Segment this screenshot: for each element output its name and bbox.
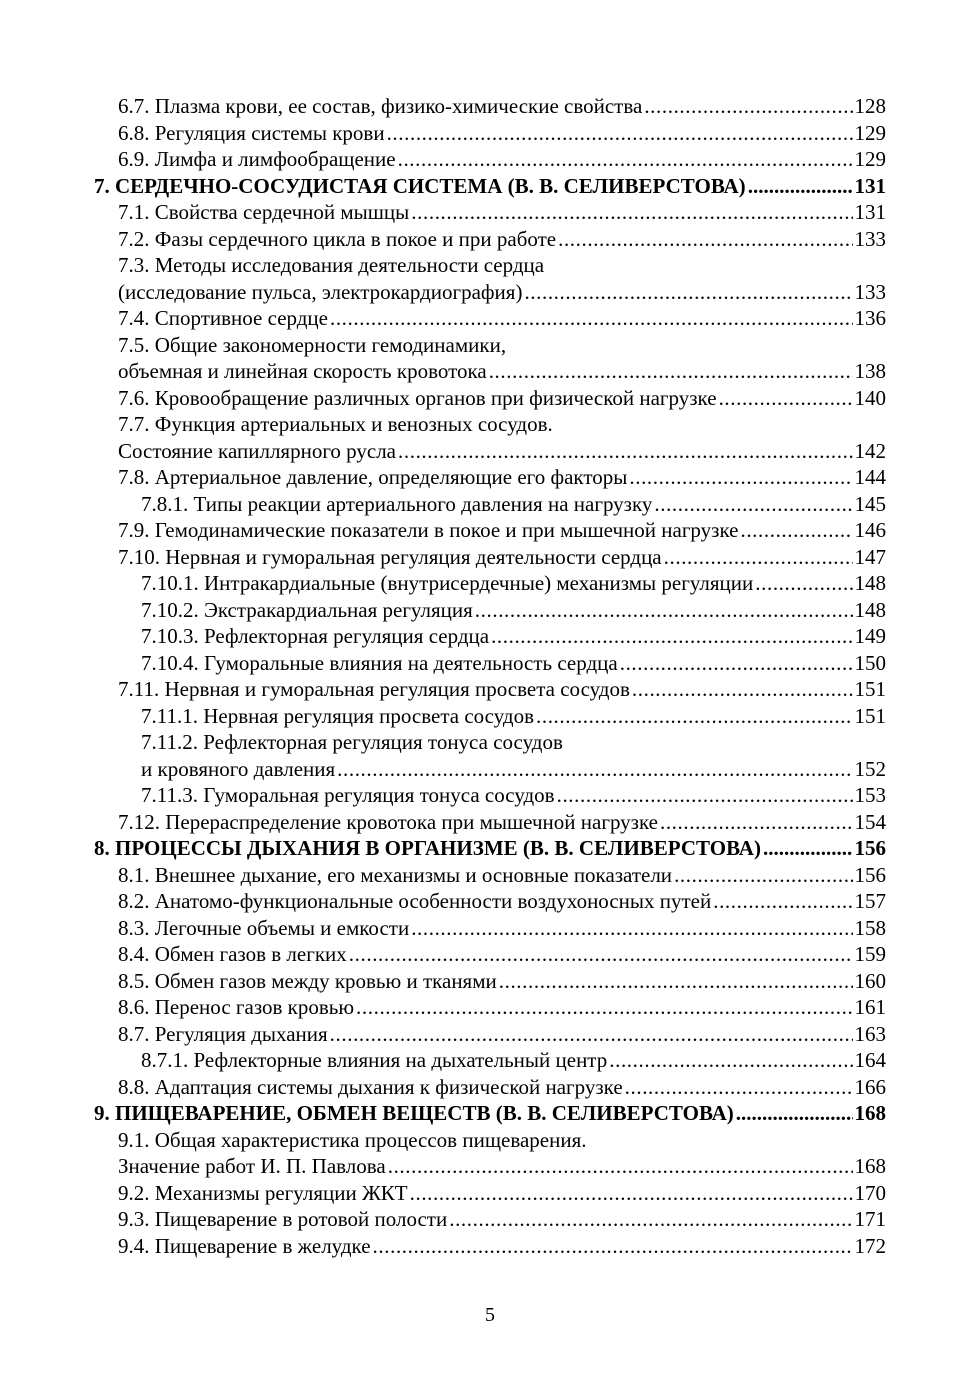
toc-dot-leader (755, 570, 852, 597)
toc-chapter-entry (94, 835, 886, 862)
toc-dot-leader (398, 438, 852, 465)
toc-page-number: 168 (854, 1101, 886, 1125)
toc-entry (94, 729, 886, 756)
toc-entry-title: 7.10.1. Интракардиальные (внутрисердечные) механизмы регуляции (141, 571, 754, 595)
toc-entry (94, 1047, 886, 1074)
toc-entry (94, 226, 886, 253)
toc-dot-leader (629, 464, 852, 491)
toc-entry-title: 6.8. Регуляция системы крови (118, 120, 385, 145)
toc-entry-title: 7.1. Свойства сердечной мышцы (118, 200, 410, 224)
toc-dot-leader (609, 1047, 852, 1074)
toc-page-number: 171 (854, 1207, 886, 1231)
toc-dot-leader (373, 1233, 853, 1260)
toc-entry-title: 8.5. Обмен газов между кровью и тканями (118, 968, 497, 993)
toc-entry-title: 8.4. Обмен газов в легких (118, 942, 347, 966)
toc-dot-leader (719, 385, 853, 412)
toc-entry (94, 782, 886, 809)
toc-page-number: 144 (854, 465, 886, 489)
toc-dot-leader (411, 915, 852, 942)
toc-entry-title: 7.6. Кровообращение различных органов при физической нагрузке (118, 385, 717, 410)
toc-dot-leader (664, 544, 853, 571)
toc-entry-title: 7.8.1. Типы реакции артериального давления на нагрузку (141, 491, 653, 516)
toc-page-number: 148 (854, 571, 886, 595)
toc-entry-title: (исследование пульса, электрокардиография) (118, 279, 523, 304)
toc-dot-leader (356, 994, 852, 1021)
toc-dot-leader (330, 305, 853, 332)
toc-dot-leader (491, 623, 852, 650)
toc-page-number: 152 (854, 756, 886, 781)
toc-entry (94, 1127, 886, 1154)
toc-dot-leader (557, 782, 853, 809)
toc-page-number: 146 (854, 518, 886, 542)
toc-entry (94, 1021, 886, 1048)
toc-entry (94, 411, 886, 438)
toc-page-number: 170 (854, 1180, 886, 1205)
toc-entry-title: 7.9. Гемодинамические показатели в покое и при мышечной нагрузке (118, 518, 739, 542)
toc-page-number: 131 (854, 173, 886, 198)
toc-dot-leader (398, 146, 853, 173)
toc-page-number: 150 (854, 650, 886, 675)
toc-page-number: 159 (854, 942, 886, 966)
toc-entry (94, 597, 886, 624)
toc-dot-leader (388, 1153, 853, 1180)
toc-dot-leader (644, 93, 852, 120)
toc-entry-title: 8.7. Регуляция дыхания (118, 1021, 328, 1046)
toc-entry (94, 1206, 886, 1233)
toc-entry (94, 544, 886, 571)
toc-dot-leader (337, 756, 852, 783)
table-of-contents (94, 93, 886, 1259)
toc-entry-title: 7.3. Методы исследования деятельности сердца (118, 253, 545, 277)
toc-entry (94, 199, 886, 226)
toc-entry-title: 8.7.1. Рефлекторные влияния на дыхательный центр (141, 1048, 608, 1072)
toc-dot-leader (489, 358, 853, 385)
toc-dot-leader (740, 517, 852, 544)
toc-entry-title: 7.10.4. Гуморальные влияния на деятельность сердца (141, 650, 618, 675)
toc-dot-leader (654, 491, 852, 518)
toc-entry-title: 7.8. Артериальное давление, определяющие его факторы (118, 465, 628, 489)
toc-entry (94, 809, 886, 836)
toc-page-number: 154 (854, 809, 886, 834)
toc-entry-title: 6.9. Лимфа и лимфообращение (118, 147, 396, 171)
toc-entry (94, 650, 886, 677)
toc-entry (94, 517, 886, 544)
toc-entry (94, 941, 886, 968)
toc-dot-leader (499, 968, 853, 995)
toc-dot-leader (524, 279, 852, 306)
toc-chapter-entry (94, 1100, 886, 1127)
toc-entry-title: 7. СЕРДЕЧНО-СОСУДИСТАЯ СИСТЕМА (В. В. СЕЛИВЕРСТОВА) (94, 173, 746, 198)
toc-entry-title: 7.10.2. Экстракардиальная регуляция (141, 597, 473, 622)
toc-dot-leader (387, 120, 853, 147)
toc-entry (94, 968, 886, 995)
toc-entry (94, 623, 886, 650)
toc-entry (94, 279, 886, 306)
toc-page-number: 149 (854, 624, 886, 648)
toc-entry-title: 7.11.1. Нервная регуляция просвета сосудов (141, 703, 534, 728)
toc-entry (94, 756, 886, 783)
toc-dot-leader (536, 703, 853, 730)
toc-dot-leader (410, 1180, 853, 1207)
toc-entry-title: 9.3. Пищеварение в ротовой полости (118, 1207, 448, 1231)
toc-entry-title: 7.5. Общие закономерности гемодинамики, (118, 332, 507, 357)
toc-dot-leader (736, 1100, 853, 1127)
toc-entry-title: 7.11.2. Рефлекторная регуляция тонуса сосудов (141, 730, 563, 754)
toc-entry (94, 438, 886, 465)
toc-dot-leader (625, 1074, 853, 1101)
toc-entry-title: 8. ПРОЦЕССЫ ДЫХАНИЯ В ОРГАНИЗМЕ (В. В. СЕЛИВЕРСТОВА) (94, 836, 761, 860)
toc-page-number: 140 (854, 385, 886, 410)
toc-page-number: 148 (854, 597, 886, 622)
toc-page-number: 156 (854, 836, 886, 860)
toc-entry-title: 7.10.3. Рефлекторная регуляция сердца (141, 624, 490, 648)
toc-entry-title: 9.4. Пищеварение в желудке (118, 1233, 371, 1258)
toc-page-number: 136 (854, 306, 886, 330)
toc-dot-leader (763, 835, 853, 862)
toc-entry-title: 8.1. Внешнее дыхание, его механизмы и основные показатели (118, 862, 673, 887)
toc-entry-title: 7.11.3. Гуморальная регуляция тонуса сосудов (141, 783, 555, 807)
toc-page-number: 168 (854, 1154, 886, 1178)
toc-page-number: 158 (854, 915, 886, 940)
toc-page-number: 142 (854, 438, 886, 463)
toc-dot-leader (713, 888, 852, 915)
toc-entry (94, 120, 886, 147)
toc-entry (94, 491, 886, 518)
toc-entry-title: 7.7. Функция артериальных и венозных сосудов. (118, 412, 553, 436)
toc-entry (94, 1153, 886, 1180)
toc-entry-title: 6.7. Плазма крови, ее состав, физико-химические свойства (118, 94, 643, 118)
toc-entry (94, 93, 886, 120)
toc-page-number: 128 (854, 94, 886, 118)
toc-entry (94, 305, 886, 332)
toc-entry-title: 7.11. Нервная и гуморальная регуляция просвета сосудов (118, 677, 630, 701)
toc-entry-title: 9. ПИЩЕВАРЕНИЕ, ОБМЕН ВЕЩЕСТВ (В. В. СЕЛИВЕРСТОВА) (94, 1101, 734, 1125)
toc-entry-title: 8.8. Адаптация системы дыхания к физической нагрузке (118, 1074, 623, 1099)
toc-dot-leader (620, 650, 853, 677)
toc-page-number: 131 (854, 200, 886, 224)
toc-entry (94, 703, 886, 730)
toc-page-number: 138 (854, 359, 886, 383)
toc-page-number: 151 (854, 703, 886, 728)
toc-entry-title: 8.3. Легочные объемы и емкости (118, 915, 410, 940)
toc-entry (94, 252, 886, 279)
toc-entry (94, 862, 886, 889)
toc-page-number: 129 (854, 147, 886, 171)
toc-dot-leader (449, 1206, 852, 1233)
toc-dot-leader (411, 199, 852, 226)
toc-entry-title: и кровяного давления (141, 756, 336, 781)
toc-entry (94, 570, 886, 597)
toc-page-number: 163 (854, 1021, 886, 1046)
toc-page-number: 160 (854, 968, 886, 993)
toc-page-number: 145 (854, 491, 886, 516)
toc-page-number: 133 (854, 279, 886, 304)
toc-page-number: 164 (854, 1048, 886, 1072)
toc-entry-title: 7.2. Фазы сердечного цикла в покое и при работе (118, 226, 557, 251)
toc-entry (94, 332, 886, 359)
toc-entry-title: 7.12. Перераспределение кровотока при мышечной нагрузке (118, 809, 658, 834)
toc-page-number: 151 (854, 677, 886, 701)
toc-page-number: 161 (854, 995, 886, 1019)
toc-page-number: 133 (854, 226, 886, 251)
page-number: 5 (485, 1304, 495, 1326)
toc-dot-leader (475, 597, 853, 624)
toc-entry-title: 9.1. Общая характеристика процессов пищеварения. (118, 1127, 587, 1152)
toc-dot-leader (330, 1021, 853, 1048)
toc-entry-title: 8.6. Перенос газов кровью (118, 995, 355, 1019)
toc-entry-title: Состояние капиллярного русла (118, 438, 397, 463)
toc-entry (94, 385, 886, 412)
toc-page-number: 156 (854, 862, 886, 887)
toc-dot-leader (632, 676, 853, 703)
toc-page-number: 129 (854, 120, 886, 145)
toc-dot-leader (674, 862, 852, 889)
toc-entry (94, 994, 886, 1021)
toc-dot-leader (558, 226, 852, 253)
toc-entry (94, 464, 886, 491)
toc-entry-title: 8.2. Анатомо-функциональные особенности воздухоносных путей (118, 889, 712, 913)
toc-page-number: 172 (854, 1233, 886, 1258)
toc-entry-title: 7.4. Спортивное сердце (118, 306, 328, 330)
toc-entry (94, 358, 886, 385)
toc-entry (94, 1180, 886, 1207)
toc-entry-title: 9.2. Механизмы регуляции ЖКТ (118, 1180, 408, 1205)
toc-entry-title: Значение работ И. П. Павлова (118, 1154, 386, 1178)
toc-dot-leader (349, 941, 853, 968)
toc-entry (94, 888, 886, 915)
toc-entry (94, 1233, 886, 1260)
toc-dot-leader (748, 173, 853, 200)
toc-entry-title: объемная и линейная скорость кровотока (118, 359, 487, 383)
toc-page-number: 153 (854, 783, 886, 807)
toc-entry (94, 146, 886, 173)
toc-page-number: 166 (854, 1074, 886, 1099)
toc-entry (94, 915, 886, 942)
toc-dot-leader (660, 809, 853, 836)
toc-page-number: 157 (854, 889, 886, 913)
toc-entry (94, 1074, 886, 1101)
toc-chapter-entry (94, 173, 886, 200)
toc-entry (94, 676, 886, 703)
toc-entry-title: 7.10. Нервная и гуморальная регуляция деятельности сердца (118, 544, 662, 569)
toc-page-number: 147 (854, 544, 886, 569)
